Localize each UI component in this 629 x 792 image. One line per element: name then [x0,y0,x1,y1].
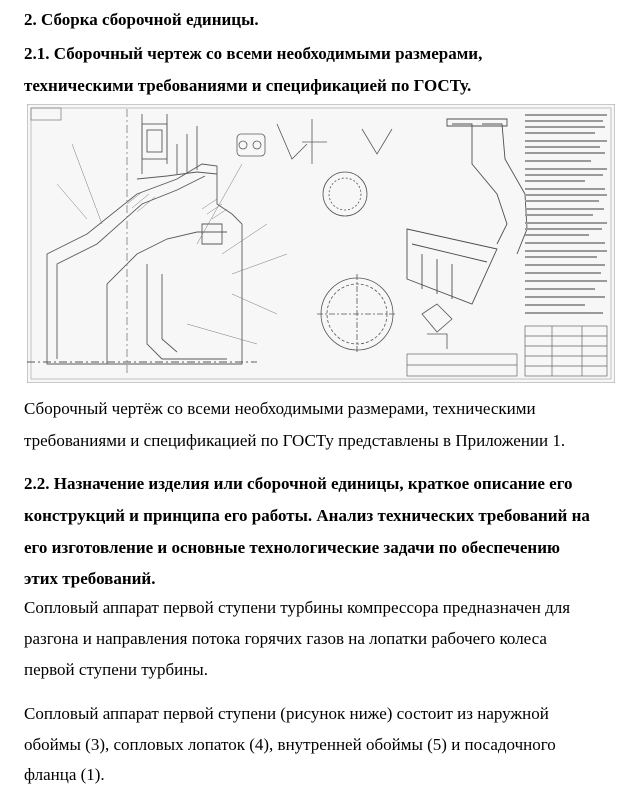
paragraph-2-line-2: обоймы (3), сопловых лопаток (4), внутренней обоймы (5) и посадочного [24,735,556,754]
subheading-2-2-line-3: его изготовление и основные технологические задачи по обеспечению [24,538,561,557]
assembly-drawing-image [27,104,615,383]
caption-line-2: требованиями и спецификацией по ГОСТу представлены в Приложении 1. [24,431,566,450]
paragraph-1-line-1: Сопловый аппарат первой ступени турбины компрессора предназначен для [24,598,571,617]
paragraph-1-line-3: первой ступени турбины. [24,660,208,679]
subheading-2-1-line-2: техническими требованиями и спецификацией по ГОСТу. [24,76,472,95]
paragraph-2-line-1: Сопловый аппарат первой ступени (рисунок ниже) состоит из наружной [24,704,549,723]
section-heading-2: 2. Сборка сборочной единицы. [24,10,259,29]
paragraph-2-line-3: фланца (1). [24,765,105,784]
subheading-2-1-line-1: 2.1. Сборочный чертеж со всеми необходимыми размерами, [24,44,483,63]
paragraph-1-line-2: разгона и направления потока горячих газов на лопатки рабочего колеса [24,629,547,648]
caption-line-1: Сборочный чертёж со всеми необходимыми размерами, техническими [24,399,536,418]
subheading-2-2-line-2: конструкций и принципа его работы. Анализ технических требований на [24,506,590,525]
subheading-2-2-line-1: 2.2. Назначение изделия или сборочной единицы, краткое описание его [24,474,573,493]
subheading-2-2-line-4: этих требований. [24,569,156,588]
